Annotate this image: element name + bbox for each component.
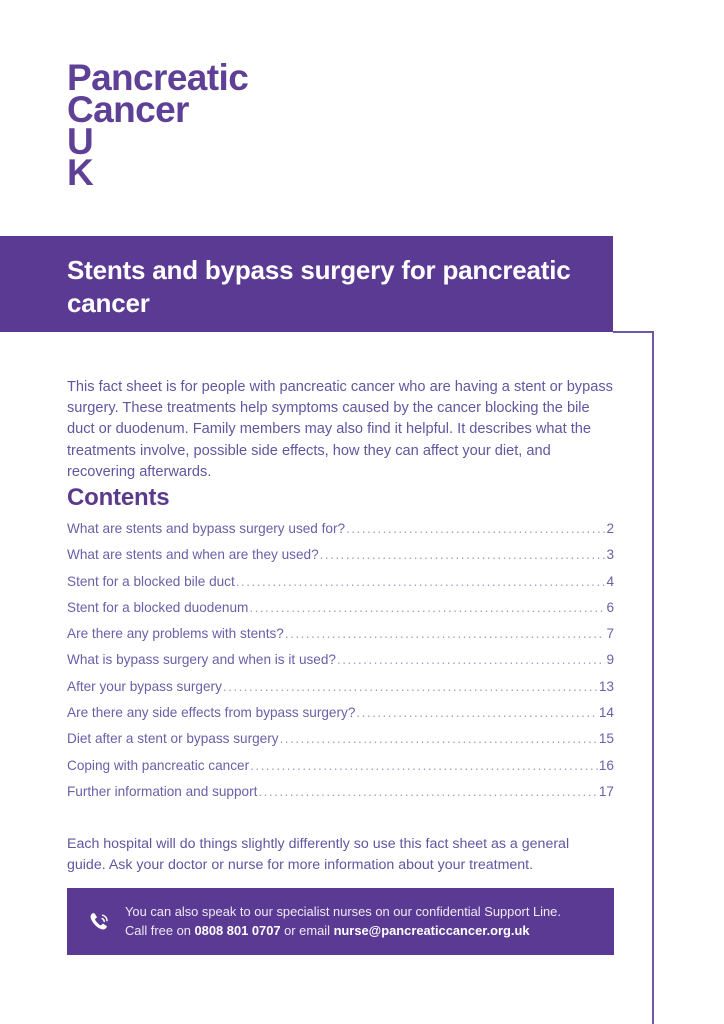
toc-leader-dots [285, 626, 606, 641]
title-banner [0, 236, 613, 332]
guidance-note: Each hospital will do things slightly differently so use this fact sheet as a general guide. Ask your doctor or nurse for more information about your treatment. [67, 836, 570, 873]
support-line-1: You can also speak to our specialist nurses on our confidential Support Line. [125, 904, 561, 920]
toc-entry[interactable] [67, 731, 614, 757]
support-phone-number: 0808 801 0707 [194, 922, 281, 938]
toc-leader-dots [258, 784, 597, 799]
toc-entry-page: 7 [606, 626, 614, 642]
toc-leader-dots [356, 705, 597, 720]
support-call-prefix: Call free on [125, 922, 195, 938]
toc-entry-page: 9 [606, 652, 614, 668]
toc-entry[interactable] [67, 626, 614, 652]
toc-entry-page: 3 [606, 547, 614, 563]
toc-entry-page: 15 [598, 731, 614, 747]
table-of-contents [67, 521, 614, 810]
logo-line-4: K [67, 152, 94, 194]
toc-entry-label: What are stents and bypass surgery used for? [67, 521, 346, 536]
support-email-address[interactable]: nurse@pancreaticcancer.org.uk [333, 922, 530, 938]
toc-entry-label: Are there any side effects from bypass surgery? [67, 705, 356, 721]
support-email-connector: or email [280, 922, 334, 938]
toc-entry-label: Further information and support [67, 783, 258, 799]
support-line-banner [67, 888, 614, 955]
intro-paragraph: This fact sheet is for people with pancreatic cancer who are having a stent or bypass surgery. These treatments help symptoms caused by the cancer blocking the bile duct or duodenum. Family members may also find it helpful. It describes what the treatments involve, possible side effects, how they can affect your diet, and recovering afterwards. [67, 378, 613, 481]
toc-leader-dots [346, 521, 605, 536]
toc-entry-page: 17 [598, 783, 614, 799]
support-line-text [125, 903, 561, 940]
toc-entry[interactable] [67, 784, 614, 810]
toc-leader-dots [337, 652, 605, 667]
toc-entry-page: 13 [598, 678, 614, 694]
toc-entry[interactable] [67, 521, 614, 547]
toc-entry-page: 16 [598, 757, 614, 773]
logo-line-2: Cancer [67, 88, 189, 130]
toc-entry[interactable] [67, 758, 614, 784]
toc-entry[interactable] [67, 705, 614, 731]
toc-entry-label: After your bypass surgery [67, 678, 222, 694]
toc-entry-label: What are stents and when are they used? [67, 547, 319, 563]
toc-leader-dots [236, 574, 606, 589]
toc-entry-page: 14 [598, 705, 614, 721]
frame-rule-horizontal [613, 331, 654, 333]
toc-entry[interactable] [67, 574, 614, 600]
toc-leader-dots [320, 547, 606, 562]
toc-leader-dots [249, 600, 605, 615]
toc-entry-label: Diet after a stent or bypass surgery [67, 731, 279, 747]
toc-leader-dots [280, 731, 598, 746]
toc-entry-page: 4 [606, 573, 614, 589]
toc-entry-label: What is bypass surgery and when is it used? [67, 652, 336, 668]
toc-entry-label: Coping with pancreatic cancer [67, 757, 250, 773]
toc-entry[interactable] [67, 547, 614, 573]
ringing-phone-icon [84, 907, 114, 937]
toc-entry-label: Stent for a blocked duodenum [67, 599, 249, 615]
toc-leader-dots [250, 758, 598, 773]
logo-line-1: Pancreatic [67, 57, 249, 98]
toc-entry[interactable] [67, 679, 614, 705]
frame-rule-vertical [652, 331, 654, 1024]
toc-entry-page: 2 [606, 521, 614, 536]
toc-entry-page: 6 [606, 599, 614, 615]
logo-line-3: U [67, 120, 94, 162]
toc-leader-dots [223, 679, 598, 694]
contents-heading: Contents [67, 484, 170, 511]
pancreatic-cancer-uk-logo [67, 57, 249, 194]
toc-entry-label: Are there any problems with stents? [67, 626, 284, 642]
toc-entry-label: Stent for a blocked bile duct [67, 573, 235, 589]
page-title: Stents and bypass surgery for pancreatic cancer [67, 255, 571, 319]
toc-entry[interactable] [67, 600, 614, 626]
toc-entry[interactable] [67, 652, 614, 678]
